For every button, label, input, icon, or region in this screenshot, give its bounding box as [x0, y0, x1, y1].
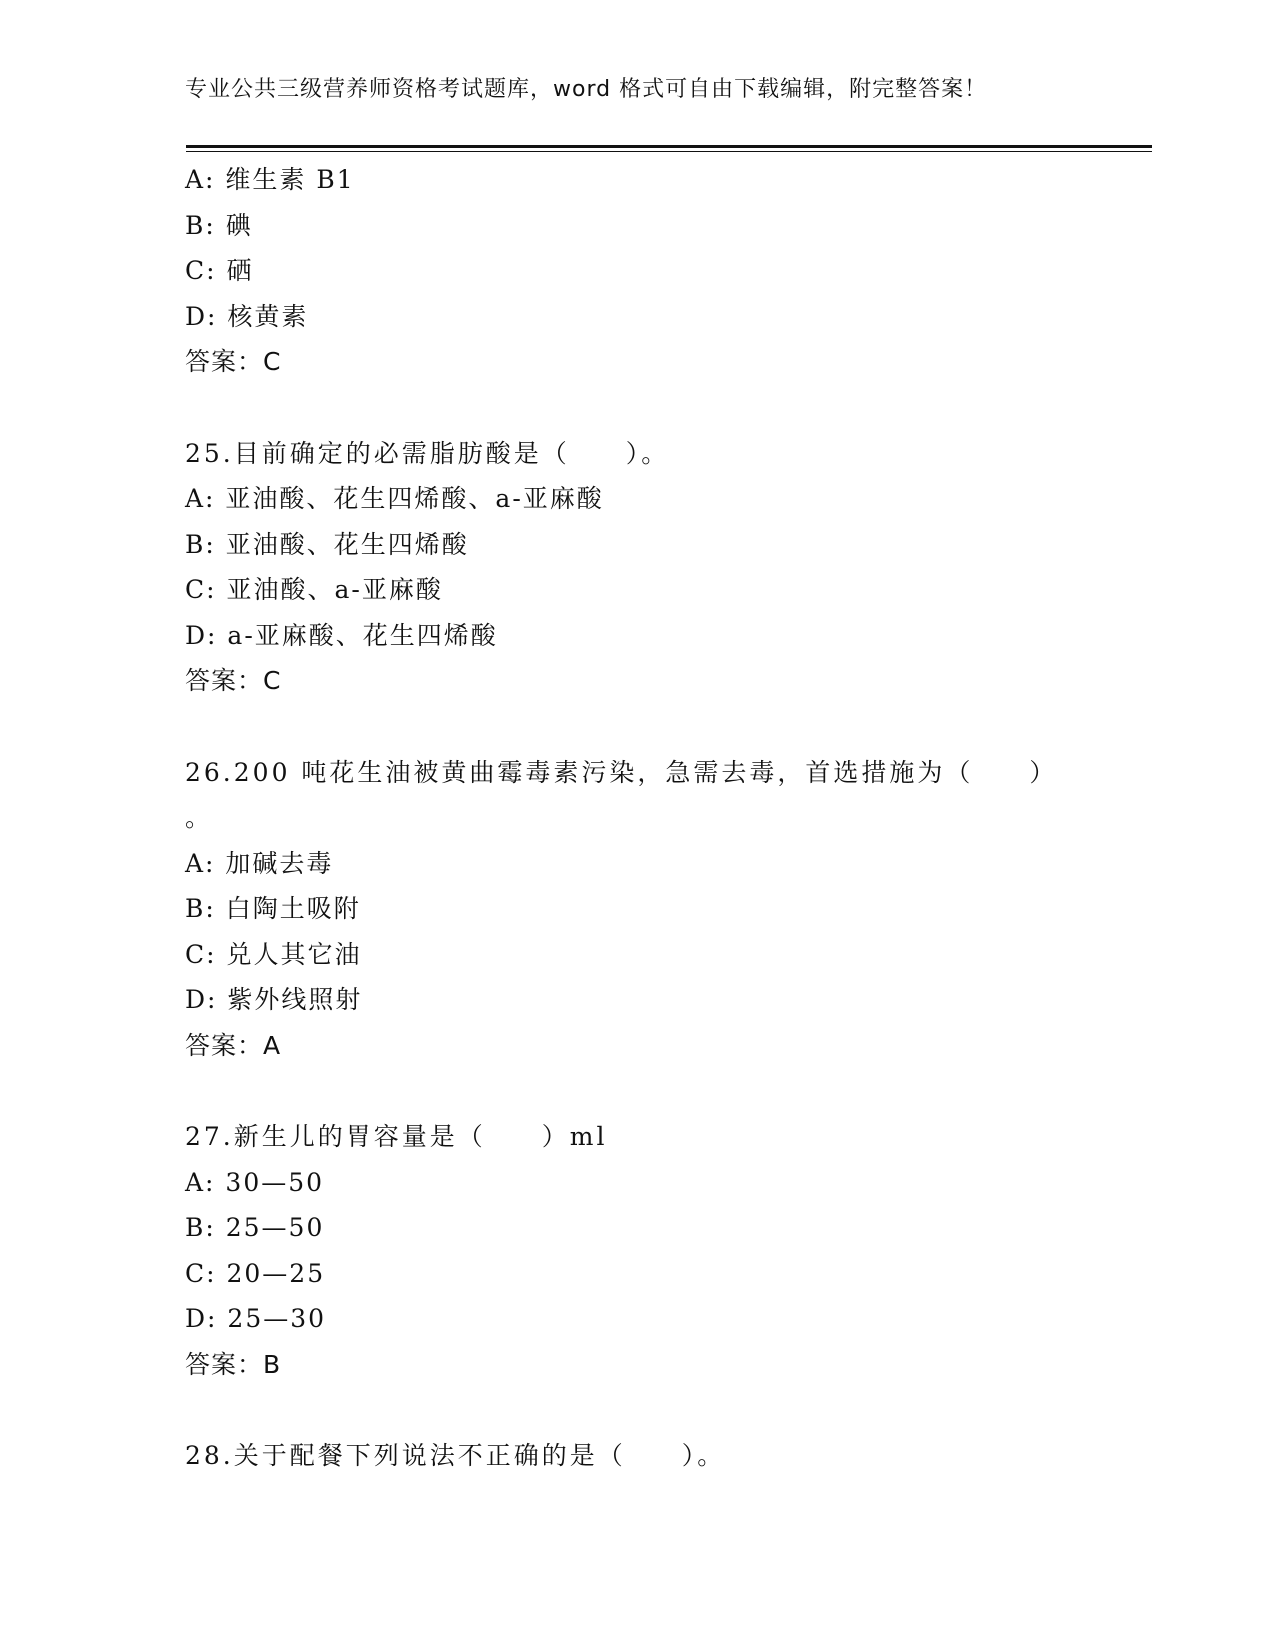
page-header: 专业公共三级营养师资格考试题库，word 格式可自由下载编辑，附完整答案！: [185, 77, 988, 102]
question-block: [185, 1433, 1085, 1479]
question-block: [185, 1114, 1085, 1387]
header-rule-thick: [186, 145, 1152, 148]
option-b: B: 碘: [185, 210, 253, 240]
question-stem: 26.200 吨花生油被黄曲霉毒素污染，急需去毒，首选措施为（ ）: [185, 757, 1058, 787]
option-d: D: 25—30: [185, 1304, 327, 1333]
option-c: C: 20—25: [185, 1258, 326, 1288]
question-stem: 27.新生儿的胃容量是（ ）ml: [185, 1122, 608, 1151]
question-block: [185, 750, 1085, 1069]
option-c: C: 亚油酸、a-亚麻酸: [185, 575, 443, 604]
answer-line: 答案：A: [185, 1030, 282, 1060]
option-a: A: 维生素 B1: [185, 165, 355, 194]
option-a: A: 加碱去毒: [185, 848, 334, 878]
question-block: [185, 431, 1085, 704]
option-c: C: 硒: [185, 256, 254, 285]
option-a: A: 亚油酸、花生四烯酸、a-亚麻酸: [185, 484, 604, 513]
option-b: B: 白陶土吸附: [185, 894, 361, 923]
option-b: B: 25—50: [185, 1213, 325, 1242]
option-c: C: 兑人其它油: [185, 939, 362, 969]
answer-line: 答案：C: [185, 666, 282, 695]
answer-line: 答案：C: [185, 347, 282, 376]
answer-line: 答案：B: [185, 1349, 282, 1379]
option-a: A: 30—50: [185, 1167, 325, 1197]
question-stem: 28.关于配餐下列说法不正确的是（ ）。: [185, 1441, 726, 1470]
option-d: D: 紫外线照射: [185, 985, 363, 1014]
document-body: [185, 157, 1085, 1479]
question-stem: 25.目前确定的必需脂肪酸是（ ）。: [185, 438, 670, 468]
question-stem-continuation: 。: [185, 803, 211, 832]
option-b: B: 亚油酸、花生四烯酸: [185, 529, 469, 559]
option-d: D: 核黄素: [185, 301, 309, 331]
header-rule-thin: [186, 151, 1152, 152]
question-block: [185, 157, 1085, 385]
option-d: D: a-亚麻酸、花生四烯酸: [185, 620, 498, 650]
